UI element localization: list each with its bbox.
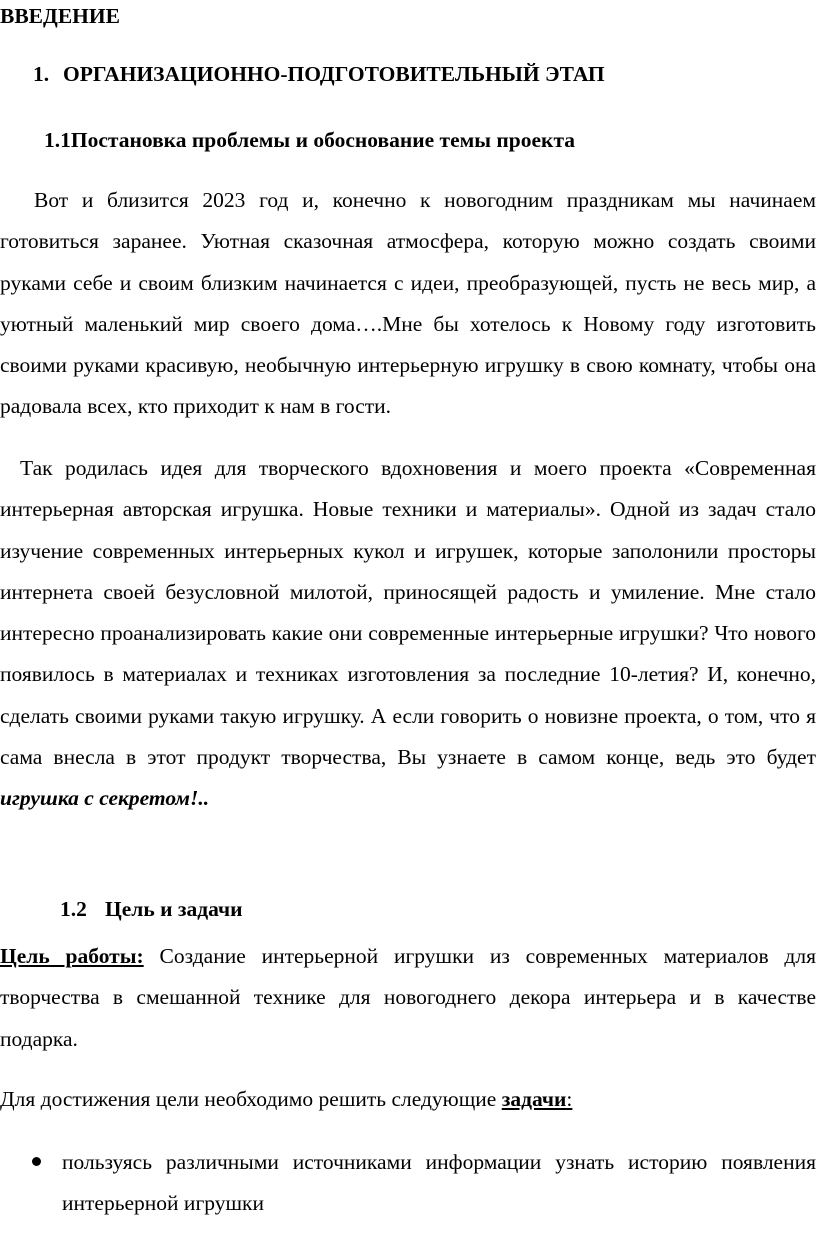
paragraph-2 [0, 448, 816, 820]
intro-heading: ВВЕДЕНИЕ [0, 4, 120, 28]
bullet-text: пользуясь различными источниками информации узнать историю появления интерьерной игрушки [62, 1150, 816, 1216]
section-1-number: 1. [33, 62, 50, 86]
paragraph-2-text: Так родилась идея для творческого вдохновения и моего проекта «Современная интерьерная авторская игрушка. Новые техники и материалы». Одной из задач стало изучение современных интерьерных кукол и игрушек, которые заполонили просторы интернета своей безусловной милотой, приносящей радость и умиление. Мне стало интересно проанализировать какие они современные интерьерные игрушки? Что нового появилось в материалах и техниках изготовления за последние 10-летия? И, конечно, сделать своими руками такую игрушку. А если говорить о новизне проекта, о том, что я сама внесла в этот продукт творчества, Вы узнаете в самом конце, ведь это будет [0, 456, 816, 770]
tasks-intro [0, 1079, 816, 1120]
subsection-1-2-number: 1.2 [60, 897, 87, 921]
tasks-label: задачи [501, 1087, 567, 1111]
subsection-1-2-title: Цель и задачи [105, 897, 243, 921]
tasks-colon: : [566, 1087, 573, 1111]
goal-label: Цель работы: [0, 944, 144, 968]
tasks-intro-text: Для достижения цели необходимо решить следующие [0, 1087, 502, 1111]
goal-text: Создание интерьерной игрушки из современных материалов для творчества в смешанной технике для новогоднего декора интерьера и в качестве подарка. [0, 944, 816, 1051]
section-1-heading [33, 60, 605, 88]
subsection-1-1-heading: 1.1Постановка проблемы и обоснование темы проекта [44, 128, 576, 152]
bullet-icon [32, 1157, 41, 1166]
paragraph-1: Вот и близится 2023 год и, конечно к новогодним праздникам мы начинаем готовиться заранее. Уютная сказочная атмосфера, которую можно создать своими руками себе и своим близким начинается с идеи, преобразующей, пусть не весь мир, а уютный маленький мир своего дома….Мне бы хотелось к Новому году изготовить своими руками красивую, необычную интерьерную игрушку в свою комнату, чтобы она радовала всех, кто приходит к нам в гости. [0, 188, 816, 419]
goal-paragraph [0, 936, 816, 1060]
section-1-title: ОРГАНИЗАЦИОННО-ПОДГОТОВИТЕЛЬНЫЙ ЭТАП [63, 62, 605, 86]
paragraph-2-emphasis: игрушка с секретом!.. [0, 786, 210, 811]
subsection-1-2-heading [60, 895, 243, 923]
